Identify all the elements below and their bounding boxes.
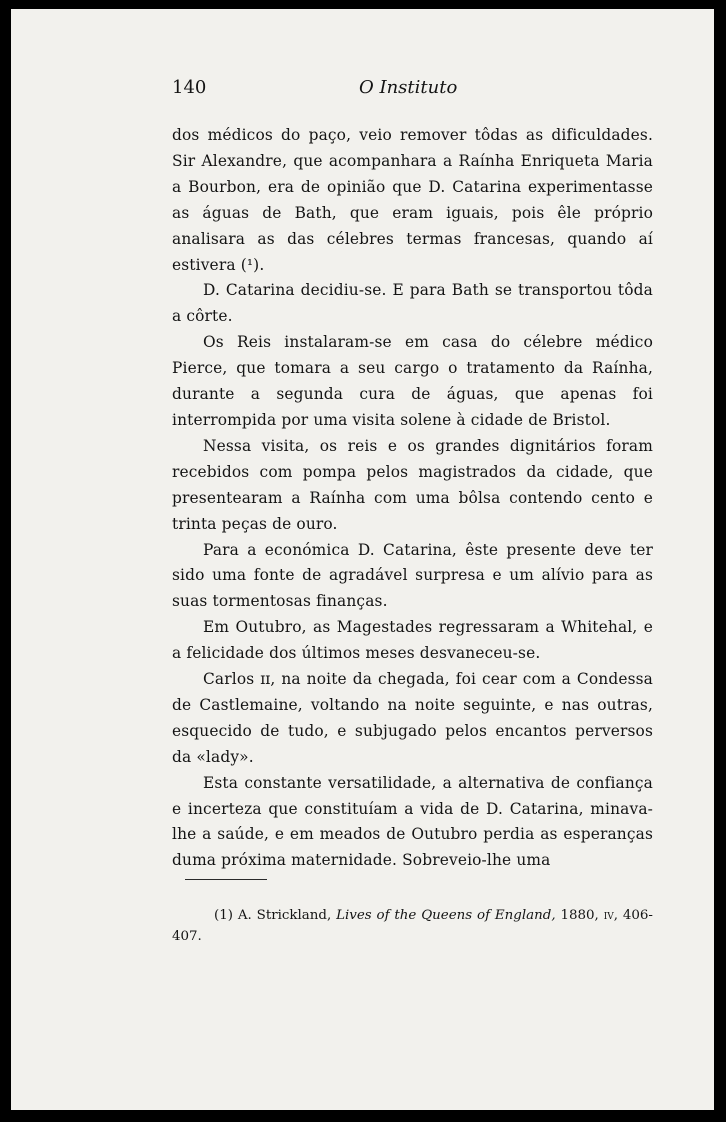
paragraph: Nessa visita, os reis e os grandes dignitários foram recebidos com pompa pelos magistrados da cidade, que presentearam a Raínha com uma bôlsa contendo cento e trinta peças de ouro. — [172, 436, 653, 533]
paragraph: Para a económica D. Catarina, êste presente deve ter sido uma fonte de agradável surpresa e um alívio para as suas tormentosas finanças. — [172, 540, 653, 611]
paragraph: Os Reis instalaram-se em casa do célebre médico Pierce, que tomara a seu cargo o tratamento da Raínha, durante a segunda cura de águas, que apenas foi interrompida por uma visita solene à cidade de Bristol. — [172, 333, 653, 429]
footnote-year: 1880, — [560, 908, 599, 923]
footnote-divider — [185, 879, 267, 880]
footnote-marker: (1) — [214, 908, 233, 923]
paragraph: D. Catarina decidiu-se. E para Bath se transportou tôda a côrte. — [172, 281, 653, 326]
footnote — [172, 905, 653, 947]
footnote-author: A. Strickland, — [237, 908, 332, 923]
page-number: 140 — [172, 77, 207, 98]
paragraph: dos médicos do paço, veio remover tôdas as dificuldades. Sir Alexandre, que acompanhara a Raínha Enriqueta Maria a Bourbon, era de opinião que D. Catarina experimentasse as águas de Bath, que eram iguais, pois êle próprio analisara as das célebres termas francesas, quando aí estivera (¹). — [172, 126, 653, 274]
running-title: O Instituto — [359, 77, 458, 98]
page-header — [172, 77, 652, 107]
book-page — [11, 9, 714, 1110]
paragraph: Esta constante versatilidade, a alternativa de confiança e incerteza que constituíam a vida de D. Catarina, minava-lhe a saúde, e em meados de Outubro perdia as esperanças duma próxima maternidade. Sobreveio-lhe uma — [172, 773, 653, 870]
paragraph: Carlos ɪɪ, na noite da chegada, foi cear com a Condessa de Castlemaine, voltando na noite seguinte, e nas outras, esquecido de tudo, e subjugado pelos encantos perversos da «lady». — [172, 670, 653, 766]
footnote-pages: 406-407. — [172, 908, 653, 944]
body-text — [172, 123, 653, 874]
paragraph: Em Outubro, as Magestades regressaram a Whitehal, e a felicidade dos últimos meses desvaneceu-se. — [172, 618, 653, 663]
footnote-volume: iv, — [603, 908, 618, 923]
footnote-book-title: Lives of the Queens of England, — [336, 908, 556, 923]
